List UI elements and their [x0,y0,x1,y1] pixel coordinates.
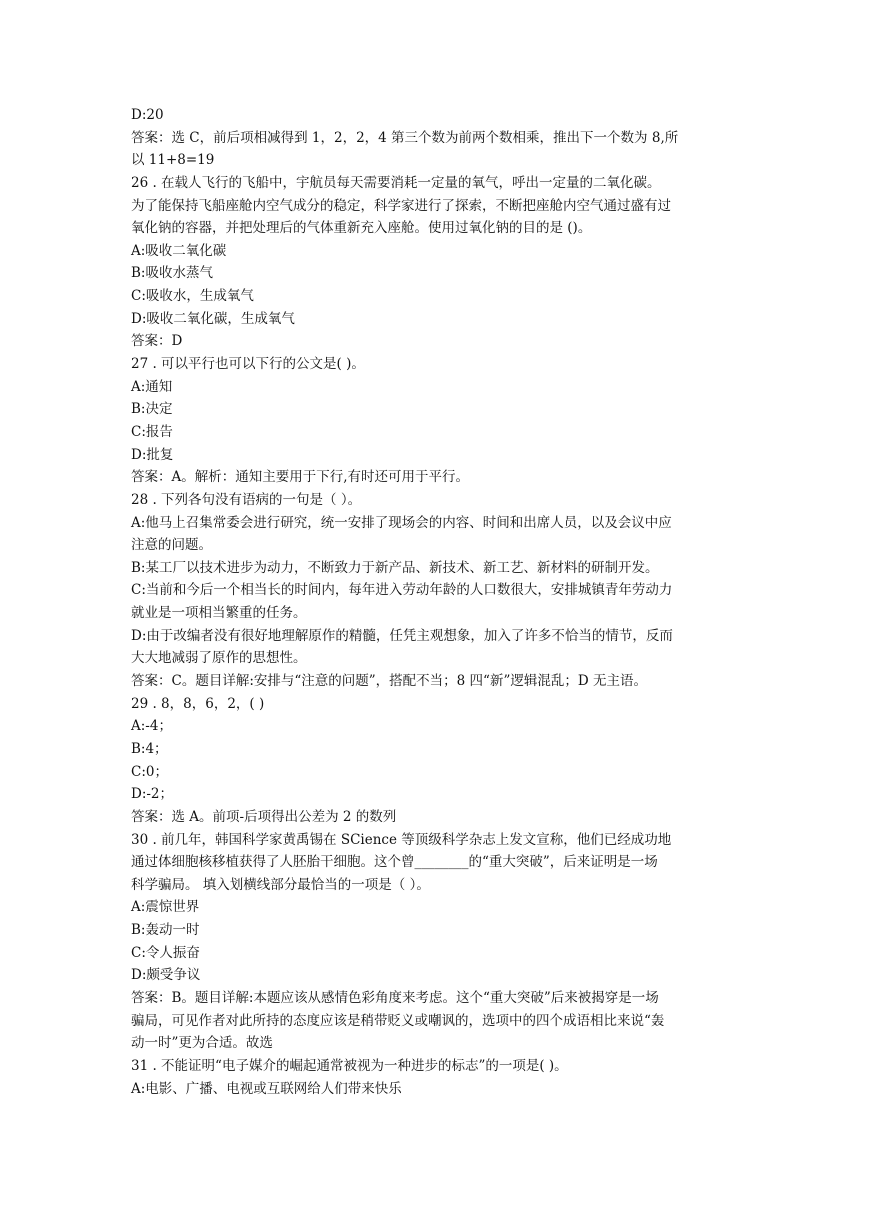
option-line: D:颇受争议 [131,967,201,984]
answer-line: 答案：A。解析：通知主要用于下行,有时还可用于平行。 [131,469,470,486]
option-line: B:轰动一时 [131,922,200,939]
document-body [131,104,741,1100]
option-line: C:报告 [131,423,173,440]
text-line: 以 11+8=19 [131,152,215,169]
option-line: A:他马上召集常委会进行研究，统一安排了现场会的内容、时间和出席人员，以及会议中应 [131,514,672,531]
answer-line: 答案：选 A。前项-后项得出公差为 2 的数列 [131,808,397,825]
option-line: C:令人振奋 [131,944,200,961]
option-line: D:批复 [131,446,174,463]
text-line: 为了能保持飞船座舱内空气成分的稳定，科学家进行了探索，不断把座舱内空气通过盛有过 [131,197,671,214]
text-line: 科学骗局。 填入划横线部分最恰当的一项是（ ）。 [131,876,430,893]
question-27-stem: 27 . 可以平行也可以下行的公文是( )。 [131,356,365,373]
option-line: D:-2； [131,786,174,803]
text-line: 大大地减弱了原作的思想性。 [131,650,307,667]
text-line: 氧化钠的容器，并把处理后的气体重新充入座舱。使用过氧化钠的目的是 ()。 [131,220,592,237]
option-line: A:电影、广播、电视或互联网给人们带来快乐 [131,1080,402,1097]
question-26-stem: 26 . 在载人飞行的飞船中，宇航员每天需要消耗一定量的氧气，呼出一定量的二氧化碳。 [131,174,661,191]
option-line: C:0； [131,763,168,780]
question-28-stem: 28 . 下列各句没有语病的一句是（ ）。 [131,491,362,508]
option-line: A:吸收二氧化碳 [131,242,227,259]
answer-line: 答案：D [131,333,183,350]
text-line: D:20 [131,107,164,123]
question-30-stem: 30 . 前几年，韩国科学家黄禹锡在 SCience 等顶级科学杂志上发文宣称，他们已经成功地 [131,831,672,848]
option-line: D:吸收二氧化碳，生成氧气 [131,310,295,327]
option-line: B:决定 [131,401,173,418]
answer-line: 答案：C。题目详解:安排与“注意的问题”，搭配不当；8 四“新”逻辑混乱；D 无主语。 [131,673,647,690]
option-line: A:-4； [131,718,172,735]
text-line: 动一时”更为合适。故选 [131,1035,273,1052]
answer-line: 答案：B。题目详解:本题应该从感情色彩角度来考虑。这个“重大突破”后来被揭穿是一场 [131,989,659,1006]
option-line: A:震惊世界 [131,899,200,916]
option-line: D:由于改编者没有很好地理解原作的精髓，任凭主观想象，加入了许多不恰当的情节，反而 [131,627,673,644]
text-line: 就业是一项相当繁重的任务。 [131,605,307,622]
option-line: B:4； [131,740,168,757]
text-line: 注意的问题。 [131,537,212,554]
question-29-stem: 29 . 8，8，6，2，( ) [131,695,265,712]
text-line: 通过体细胞核移植获得了人胚胎干细胞。这个曾________的“重大突破”，后来证明是一场 [131,854,658,871]
question-31-stem: 31 . 不能证明“电子媒介的崛起通常被视为一种进步的标志”的一项是( )。 [131,1057,568,1074]
option-line: B:吸收水蒸气 [131,265,213,282]
option-line: C:当前和今后一个相当长的时间内，每年进入劳动年龄的人口数很大，安排城镇青年劳动力 [131,582,673,599]
text-line: 骗局，可见作者对此所持的态度应该是稍带贬义或嘲讽的，选项中的四个成语相比来说“轰 [131,1012,665,1029]
option-line: B:某工厂以技术进步为动力，不断致力于新产品、新技术、新工艺、新材料的研制开发。 [131,559,659,576]
text-line: 答案：选 C，前后项相减得到 1，2，2，4 第三个数为前两个数相乘，推出下一个数为 8,所 [131,129,679,146]
option-line: C:吸收水，生成氧气 [131,288,254,305]
option-line: A:通知 [131,378,173,395]
